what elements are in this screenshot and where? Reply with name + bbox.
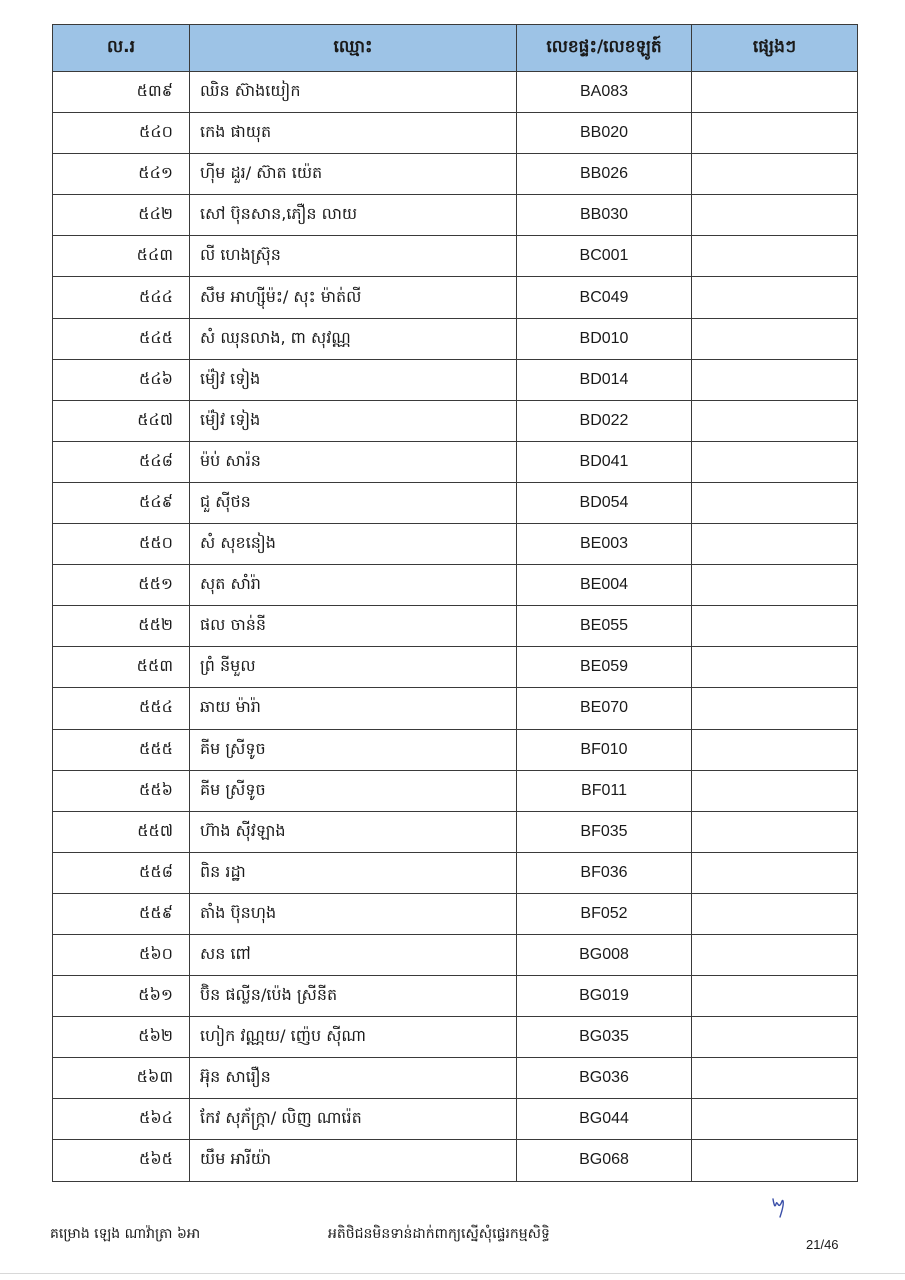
- customer-name: សៅ ប៊ុនសាន,ភឿន លាយ: [190, 195, 517, 236]
- table-row: [53, 318, 858, 359]
- other-notes: [692, 236, 858, 277]
- customer-name: ឆាយ ម៉ារ៉ា: [190, 688, 517, 729]
- header-house-lot-number: លេខផ្ទះ/លេខឡូត៍: [517, 25, 692, 72]
- row-number: ៥៥៥: [53, 729, 190, 770]
- customer-name: សន ពៅ: [190, 934, 517, 975]
- table-body: [53, 72, 858, 1182]
- house-lot-number: BB030: [517, 195, 692, 236]
- other-notes: [692, 359, 858, 400]
- house-lot-number: BD022: [517, 400, 692, 441]
- row-number: ៥៦៥: [53, 1140, 190, 1181]
- row-number: ៥៦១: [53, 976, 190, 1017]
- row-number: ៥៥៦: [53, 770, 190, 811]
- row-number: ៥៥៣: [53, 647, 190, 688]
- row-number: ៥៤៣: [53, 236, 190, 277]
- other-notes: [692, 1058, 858, 1099]
- table-row: [53, 195, 858, 236]
- row-number: ៥៥១: [53, 565, 190, 606]
- customer-name: ម៉ប់ សារ៉ន: [190, 441, 517, 482]
- other-notes: [692, 154, 858, 195]
- customer-name: ផល ចាន់នី: [190, 606, 517, 647]
- table-row: [53, 113, 858, 154]
- house-lot-number: BG019: [517, 976, 692, 1017]
- house-lot-number: BG036: [517, 1058, 692, 1099]
- customer-name: ម៉ៀវ ទៀង: [190, 400, 517, 441]
- house-lot-number: BC001: [517, 236, 692, 277]
- other-notes: [692, 1140, 858, 1181]
- other-notes: [692, 976, 858, 1017]
- table-row: [53, 688, 858, 729]
- page-number: 21/46: [806, 1237, 839, 1252]
- table-row: [53, 1058, 858, 1099]
- table-row: [53, 400, 858, 441]
- row-number: ៥៦០: [53, 934, 190, 975]
- customer-name: តាំង ប៊ុនហុង: [190, 893, 517, 934]
- row-number: ៥៤០: [53, 113, 190, 154]
- other-notes: [692, 606, 858, 647]
- other-notes: [692, 482, 858, 523]
- table-row: [53, 277, 858, 318]
- row-number: ៥៦២: [53, 1017, 190, 1058]
- customer-name: ព្រំ នីមួល: [190, 647, 517, 688]
- house-lot-number: BB020: [517, 113, 692, 154]
- house-lot-number: BG035: [517, 1017, 692, 1058]
- row-number: ៥៤១: [53, 154, 190, 195]
- customer-name: កេង ផាយុត: [190, 113, 517, 154]
- row-number: ៥៥៨: [53, 852, 190, 893]
- table-row: [53, 606, 858, 647]
- table-row: [53, 236, 858, 277]
- row-number: ៥៥៧: [53, 811, 190, 852]
- table-row: [53, 1017, 858, 1058]
- other-notes: [692, 400, 858, 441]
- house-lot-number: BE004: [517, 565, 692, 606]
- customer-name: ហ៊ាង ស៊ីវឡាង: [190, 811, 517, 852]
- page-edge-line: [0, 1273, 905, 1274]
- house-lot-number: BB026: [517, 154, 692, 195]
- table-row: [53, 893, 858, 934]
- row-number: ៥៤៨: [53, 441, 190, 482]
- house-lot-number: BD041: [517, 441, 692, 482]
- row-number: ៥៤៤: [53, 277, 190, 318]
- other-notes: [692, 770, 858, 811]
- house-lot-number: BC049: [517, 277, 692, 318]
- customer-table: [52, 24, 858, 1182]
- table-row: [53, 565, 858, 606]
- house-lot-number: BE059: [517, 647, 692, 688]
- other-notes: [692, 893, 858, 934]
- customer-name: ហៀក វណ្ណយ/ ញ៉េប ស៊ីណា: [190, 1017, 517, 1058]
- other-notes: [692, 729, 858, 770]
- table-row: [53, 359, 858, 400]
- table-row: [53, 482, 858, 523]
- customer-name: ឈិន ស៊ាងយៀក: [190, 72, 517, 113]
- handwritten-initials-mark: [770, 1195, 790, 1221]
- house-lot-number: BF036: [517, 852, 692, 893]
- house-lot-number: BD010: [517, 318, 692, 359]
- customer-name: សុត សាំរ៉ា: [190, 565, 517, 606]
- other-notes: [692, 72, 858, 113]
- customer-name: ប៊ិន ផល្លីន/ប៉េង ស្រីនីត: [190, 976, 517, 1017]
- row-number: ៥៤២: [53, 195, 190, 236]
- customer-name: គីម ស្រីទូច: [190, 729, 517, 770]
- house-lot-number: BA083: [517, 72, 692, 113]
- header-other: ផ្សេងៗ: [692, 25, 858, 72]
- other-notes: [692, 1017, 858, 1058]
- other-notes: [692, 277, 858, 318]
- row-number: ៥៥៤: [53, 688, 190, 729]
- customer-name: គីម ស្រីទូច: [190, 770, 517, 811]
- customer-name: សំ ឈុនលាង, ពា សុវណ្ណ: [190, 318, 517, 359]
- row-number: ៥៥២: [53, 606, 190, 647]
- customer-name: សំ សុខនៀង: [190, 524, 517, 565]
- row-number: ៥៥០: [53, 524, 190, 565]
- table-row: [53, 154, 858, 195]
- other-notes: [692, 852, 858, 893]
- table-row: [53, 441, 858, 482]
- table-row: [53, 524, 858, 565]
- footer-caption: អតិថិជនមិនទាន់ដាក់ពាក្យស្នើសុំផ្ទេរកម្មសិទ្ធិ: [328, 1226, 550, 1242]
- row-number: ៥៦៤: [53, 1099, 190, 1140]
- table-row: [53, 852, 858, 893]
- house-lot-number: BG044: [517, 1099, 692, 1140]
- house-lot-number: BE003: [517, 524, 692, 565]
- house-lot-number: BD014: [517, 359, 692, 400]
- row-number: ៥៤៥: [53, 318, 190, 359]
- customer-name: ហ៊ីម ដួរ/ ស៊ាត យ៉េត: [190, 154, 517, 195]
- customer-name: យឹម អារីយ៉ា: [190, 1140, 517, 1181]
- other-notes: [692, 565, 858, 606]
- other-notes: [692, 195, 858, 236]
- customer-name: ជួ ស៊ីថន: [190, 482, 517, 523]
- house-lot-number: BF011: [517, 770, 692, 811]
- row-number: ៥៣៩: [53, 72, 190, 113]
- customer-name: សឹម អាហ្ស៊ីម៉ះ/ សុះ ម៉ាត់លី: [190, 277, 517, 318]
- header-no: ល.រ: [53, 25, 190, 72]
- table-row: [53, 1099, 858, 1140]
- table-row: [53, 976, 858, 1017]
- other-notes: [692, 524, 858, 565]
- table-row: [53, 770, 858, 811]
- table-row: [53, 934, 858, 975]
- customer-name: អ៊ុន សារឿន: [190, 1058, 517, 1099]
- house-lot-number: BE055: [517, 606, 692, 647]
- customer-name: លី ហេងស៊្រុន: [190, 236, 517, 277]
- row-number: ៥៤៩: [53, 482, 190, 523]
- header-name: ឈ្មោះ: [190, 25, 517, 72]
- row-number: ៥៥៩: [53, 893, 190, 934]
- house-lot-number: BF035: [517, 811, 692, 852]
- footer-project-name: គម្រោង ឡេង ណាវ៉ាត្រា ៦អា: [50, 1226, 201, 1242]
- customer-name: ម៉ៀវ ទៀង: [190, 359, 517, 400]
- row-number: ៥៦៣: [53, 1058, 190, 1099]
- customer-name: កែវ សុភ័ក្រ្កា/ លិញ ណារ៉េត: [190, 1099, 517, 1140]
- table-row: [53, 1140, 858, 1181]
- table-row: [53, 72, 858, 113]
- house-lot-number: BG068: [517, 1140, 692, 1181]
- table-row: [53, 647, 858, 688]
- other-notes: [692, 318, 858, 359]
- other-notes: [692, 934, 858, 975]
- other-notes: [692, 1099, 858, 1140]
- row-number: ៥៤៦: [53, 359, 190, 400]
- other-notes: [692, 688, 858, 729]
- house-lot-number: BD054: [517, 482, 692, 523]
- house-lot-number: BE070: [517, 688, 692, 729]
- other-notes: [692, 811, 858, 852]
- house-lot-number: BF010: [517, 729, 692, 770]
- customer-name: ពិន រដ្ឋា: [190, 852, 517, 893]
- other-notes: [692, 113, 858, 154]
- row-number: ៥៤៧: [53, 400, 190, 441]
- other-notes: [692, 441, 858, 482]
- table-header-row: [53, 25, 858, 72]
- table-row: [53, 811, 858, 852]
- other-notes: [692, 647, 858, 688]
- house-lot-number: BF052: [517, 893, 692, 934]
- house-lot-number: BG008: [517, 934, 692, 975]
- table-row: [53, 729, 858, 770]
